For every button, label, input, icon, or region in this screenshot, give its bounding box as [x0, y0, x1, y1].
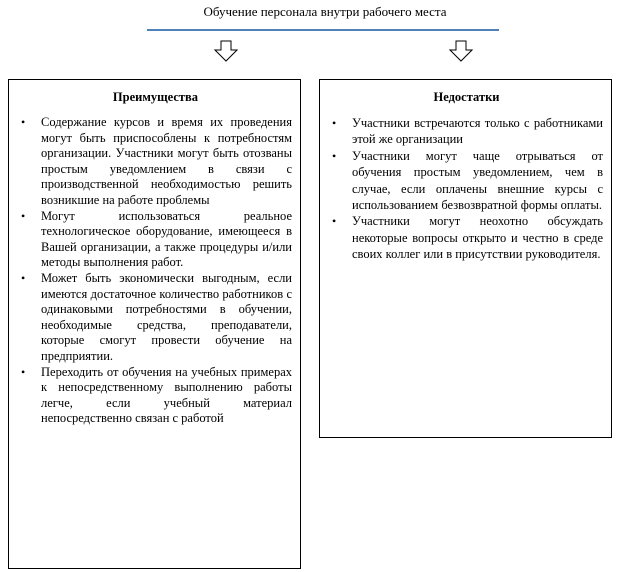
- title-underline: [147, 29, 499, 31]
- bullet-icon: •: [21, 115, 26, 129]
- disadvantages-list: [330, 115, 603, 263]
- hollow-down-arrow-icon: [449, 40, 473, 62]
- list-item-text: Содержание курсов и время их проведения могут быть приспособлены к потребностям организации. Участники могут быть отозваны простым уведомлением в связи с производственной необходимостью решить возникшие на работе проблемы: [41, 115, 292, 207]
- bullet-icon: •: [332, 214, 337, 229]
- bullet-icon: •: [21, 270, 26, 285]
- list-item-text: Участники могут неохотно обсуждать некоторые вопросы открыто и честно в среде своих коллег или в присутствии руководителя.: [352, 214, 603, 262]
- list-item: [19, 271, 292, 365]
- advantages-heading: Преимущества: [112, 90, 199, 104]
- list-item: [19, 115, 292, 209]
- advantages-box: [8, 79, 301, 569]
- disadvantages-heading: Недостатки: [433, 90, 500, 104]
- list-item: [19, 209, 292, 271]
- disadvantages-box: [319, 79, 612, 438]
- diagram-title: Обучение персонала внутри рабочего места: [203, 4, 447, 19]
- list-item: [330, 115, 603, 148]
- hollow-down-arrow-icon: [214, 40, 238, 62]
- list-item-text: Участники могут чаще отрываться от обучения простым уведомлением, чем в случае, если оплачены внешние курсы с использованием безвозвратной формы оплаты.: [352, 148, 603, 213]
- list-item-text: Участники встречаются только с работниками этой же организации: [352, 116, 603, 147]
- list-item-text: Переходить от обучения на учебных примерах к непосредственному выполнению работы легче, если учебный материал непосредственно связан с работой: [41, 364, 292, 426]
- list-item: [330, 213, 603, 262]
- list-item: [19, 365, 292, 427]
- bullet-icon: •: [332, 148, 337, 163]
- list-item: [330, 148, 603, 214]
- list-item-text: Могут использоваться реальное технологическое оборудование, имеющееся в Вашей организации, а также процедуры и/или методы выполнения работ.: [41, 208, 292, 270]
- list-item-text: Может быть экономически выгодным, если имеются достаточное количество работников с одинаковыми потребностями в обучении, необходимые средства, преподаватели, которые смогут провести обучение на предприятии.: [41, 270, 292, 363]
- advantages-list: [19, 115, 292, 427]
- bullet-icon: •: [332, 116, 337, 130]
- bullet-icon: •: [21, 364, 26, 379]
- bullet-icon: •: [21, 208, 26, 223]
